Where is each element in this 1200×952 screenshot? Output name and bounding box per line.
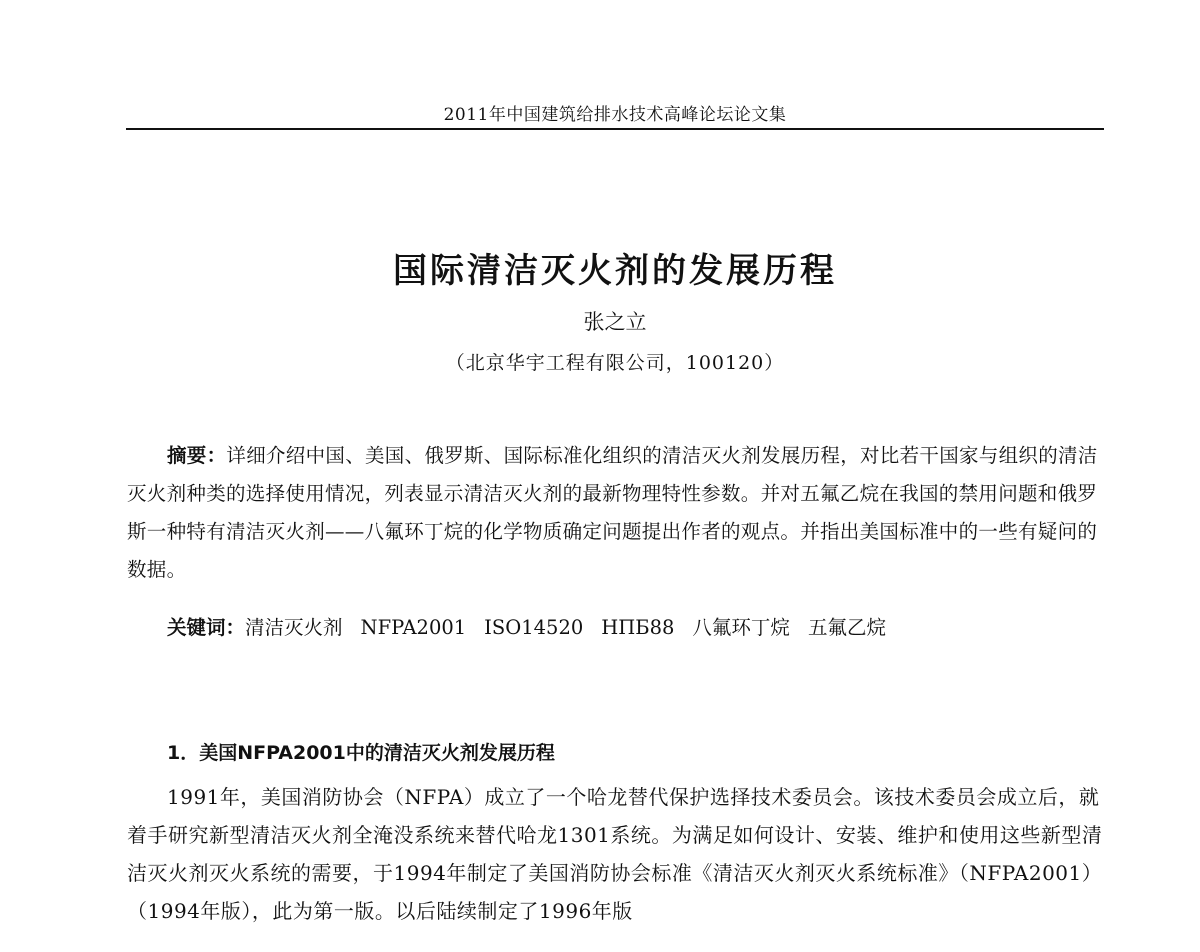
header-rule [126, 128, 1104, 130]
keyword: 清洁灭火剂 [245, 616, 343, 639]
author-affiliation: （北京华宇工程有限公司，100120） [445, 352, 785, 374]
keyword: НПБ88 [601, 616, 675, 639]
keyword: ISO14520 [484, 616, 584, 639]
keywords-label: 关键词： [167, 616, 246, 639]
author-name: 张之立 [583, 310, 647, 334]
body-paragraph: 1991年，美国消防协会（NFPA）成立了一个哈龙替代保护选择技术委员会。该技术委员会成立后，就着手研究新型清洁灭火剂全淹没系统来替代哈龙1301系统。为满足如何设计、安装、维护和使用这些新型清洁灭火剂灭火系统的需要，于1994年制定了美国消防协会标准《清洁灭火剂灭火系统标准》（NFPA2001）（1994年版），此为第一版。以后陆续制定了1996年版 [127, 785, 1103, 923]
paper-title: 国际清洁灭火剂的发展历程 [393, 251, 837, 291]
keywords [167, 612, 1107, 640]
keyword: 五氟乙烷 [807, 616, 886, 639]
abstract-text: 详细介绍中国、美国、俄罗斯、国际标准化组织的清洁灭火剂发展历程，对比若干国家与组织的清洁灭火剂种类的选择使用情况，列表显示清洁灭火剂的最新物理特性参数。并对五氟乙烷在我国的禁用问题和俄罗斯一种特有清洁灭火剂——八氟环丁烷的化学物质确定问题提出作者的观点。并指出美国标准中的一些有疑问的数据。 [127, 444, 1098, 581]
abstract-label: 摘要： [167, 444, 227, 467]
running-header: 2011年中国建筑给排水技术高峰论坛论文集 [443, 105, 787, 125]
keyword: 八氟环丁烷 [692, 616, 790, 639]
section-heading: 1．美国NFPA2001中的清洁灭火剂发展历程 [167, 742, 555, 764]
keyword: NFPA2001 [360, 616, 467, 639]
abstract [127, 437, 1107, 589]
